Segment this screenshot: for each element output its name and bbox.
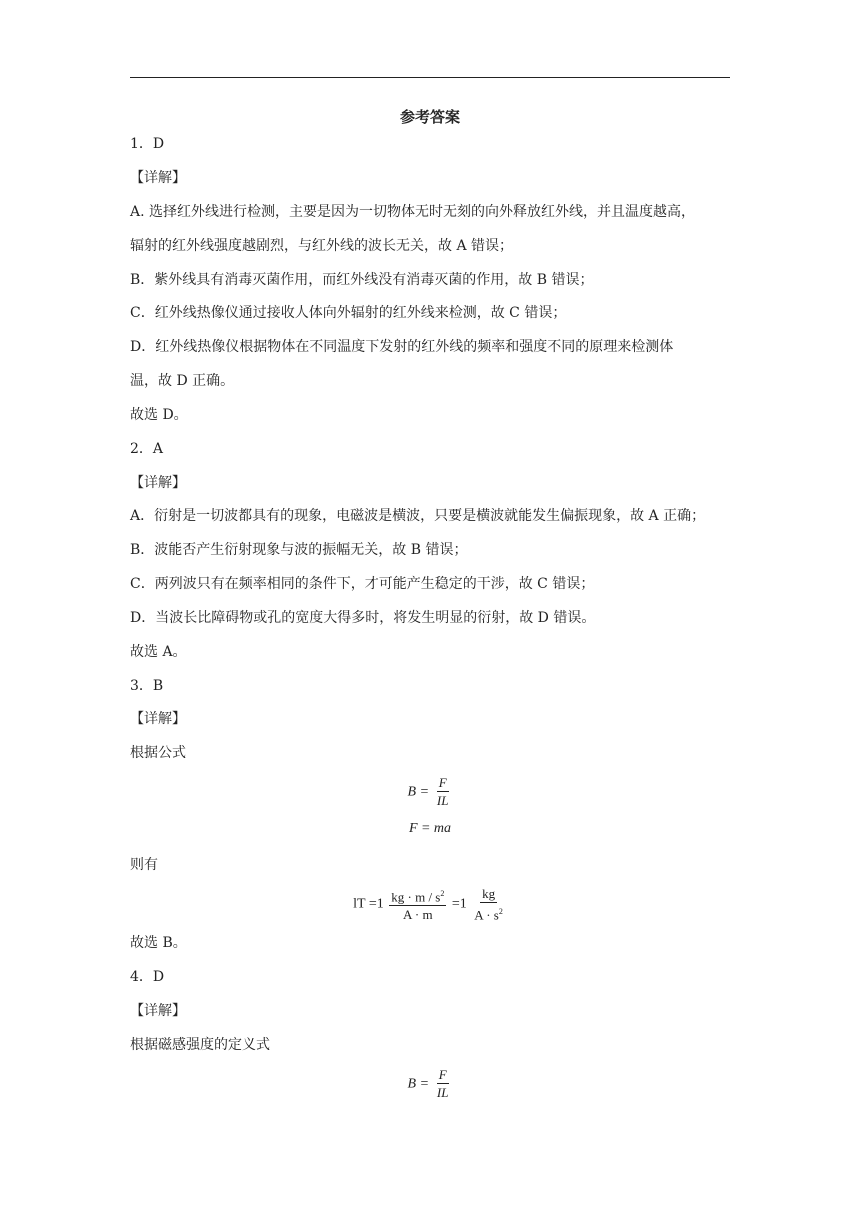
fraction-denominator: IL bbox=[436, 793, 449, 808]
header-rule bbox=[130, 77, 730, 78]
q3-intro: 根据公式 bbox=[130, 745, 186, 761]
page-title: 参考答案 bbox=[399, 108, 460, 126]
unit-fraction-1-denominator: A · m bbox=[403, 907, 433, 923]
q1-line-5: D．红外线热像仪根据物体在不同温度下发射的红外线的频率和强度不同的原理来检测体 bbox=[130, 339, 674, 355]
q1-line-6: 温，故 D 正确。 bbox=[130, 373, 235, 389]
q3-formula-unit-tesla bbox=[0, 885, 860, 923]
q2-line-1: A．衍射是一切波都具有的现象，电磁波是横波，只要是横波就能发生偏振现象，故 A 正确； bbox=[130, 508, 706, 524]
q2-number: 2．A bbox=[130, 441, 164, 457]
unit-fraction-2-numerator: kg bbox=[482, 886, 496, 901]
unit-fraction-2 bbox=[472, 885, 505, 923]
q3-formula-newton: F = ma bbox=[408, 821, 452, 836]
formula-fraction bbox=[435, 1066, 451, 1101]
q3-number: 3．B bbox=[130, 678, 164, 694]
unit-mid: =1 bbox=[451, 896, 467, 912]
q1-line-7: 故选 D。 bbox=[130, 407, 188, 423]
formula-lhs: B bbox=[407, 784, 417, 800]
q3-then: 则有 bbox=[130, 857, 158, 873]
q1-line-1: A. 选择红外线进行检测，主要是因为一切物体无时无刻的向外释放红外线，并且温度越高， bbox=[130, 204, 696, 220]
q3-formula-b-definition bbox=[0, 774, 860, 809]
fraction-numerator: F bbox=[438, 775, 447, 790]
formula-equals: = bbox=[420, 1076, 429, 1092]
q2-line-3: C．两列波只有在频率相同的条件下，才可能产生稳定的干涉，故 C 错误； bbox=[130, 576, 595, 592]
formula-fraction bbox=[435, 774, 451, 809]
unit-fraction-1 bbox=[389, 885, 446, 923]
q3-detail-label: 【详解】 bbox=[130, 711, 186, 727]
unit-lhs: lT =1 bbox=[353, 896, 384, 912]
q2-detail-label: 【详解】 bbox=[130, 475, 186, 491]
q2-line-2: B．波能否产生衍射现象与波的振幅无关，故 B 错误； bbox=[130, 542, 468, 558]
q4-formula-b-definition bbox=[0, 1066, 860, 1101]
q4-number: 4．D bbox=[130, 969, 165, 985]
q2-line-5: 故选 A。 bbox=[130, 644, 187, 660]
q4-detail-label: 【详解】 bbox=[130, 1003, 186, 1019]
q1-line-3: B．紫外线具有消毒灭菌作用，而红外线没有消毒灭菌的作用，故 B 错误； bbox=[130, 272, 594, 288]
q4-intro: 根据磁感强度的定义式 bbox=[130, 1037, 270, 1053]
q2-line-4: D．当波长比障碍物或孔的宽度大得多时，将发生明显的衍射，故 D 错误。 bbox=[130, 610, 596, 626]
formula-lhs: B bbox=[407, 1076, 417, 1092]
q1-number: 1．D bbox=[130, 136, 165, 152]
q1-line-4: C．红外线热像仪通过接收人体向外辐射的红外线来检测，故 C 错误； bbox=[130, 305, 567, 321]
q1-detail-label: 【详解】 bbox=[130, 170, 186, 186]
q1-line-2: 辐射的红外线强度越剧烈，与红外线的波长无关，故 A 错误； bbox=[130, 238, 514, 254]
unit-fraction-2-denominator: $A \cdot s^2$ bbox=[474, 907, 503, 923]
fraction-denominator: IL bbox=[436, 1085, 449, 1100]
q3-conclusion: 故选 B。 bbox=[130, 935, 187, 951]
formula-equals: = bbox=[420, 784, 429, 800]
unit-fraction-1-numerator: kg · m / $s^2$ bbox=[389, 885, 446, 906]
fraction-numerator: F bbox=[438, 1067, 447, 1082]
